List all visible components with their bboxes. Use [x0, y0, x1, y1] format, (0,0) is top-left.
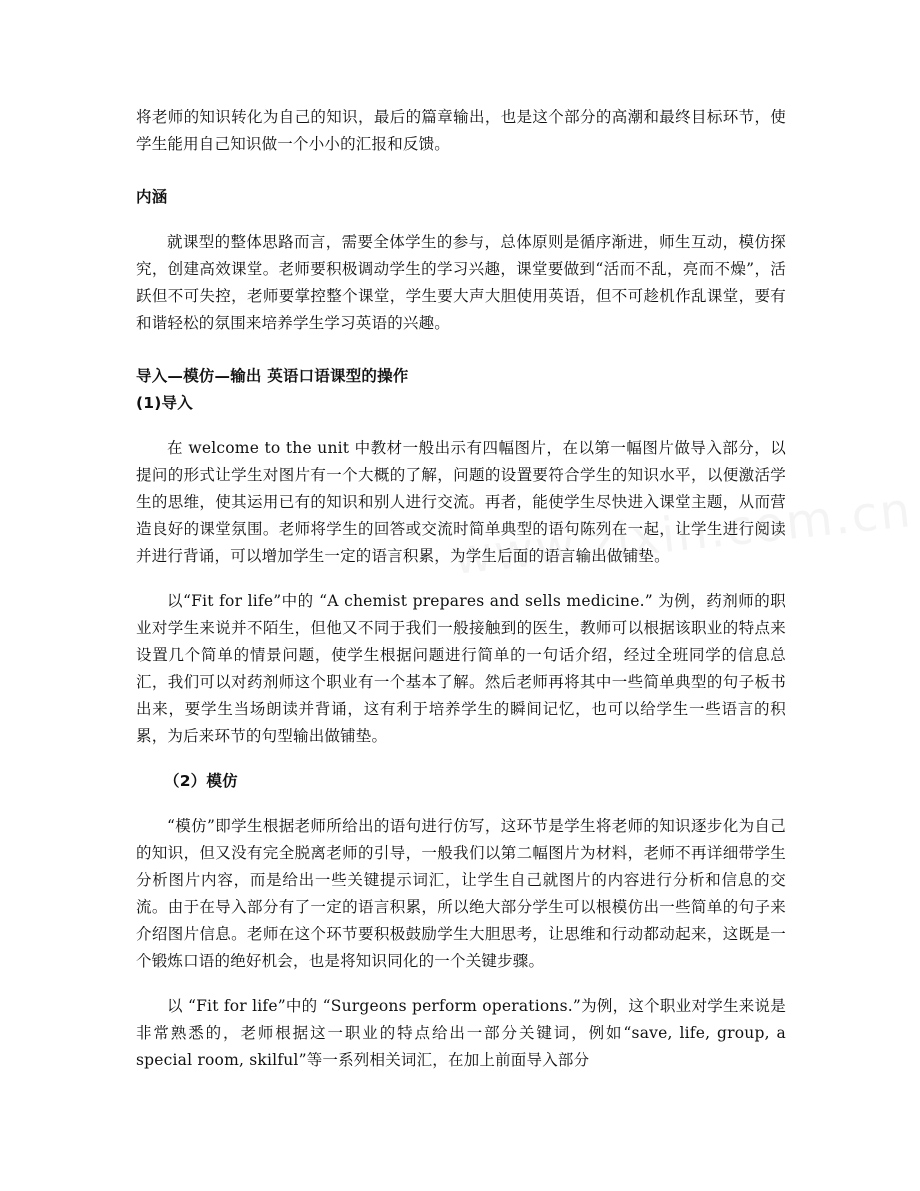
section-heading-connotation: 内涵 [136, 188, 168, 206]
paragraph-surgeon-example: 以 “Fit for life”中的 “Surgeons perform operations.”为例，这个职业对学生来说是非常熟悉的，老师根据这一职业的特点给出一部分关键词，例如“save, life, group, a special room, skilful”等一系列相关词汇，在加上前面导入部分 [136, 997, 786, 1069]
paragraph-connotation: 就课型的整体思路而言，需要全体学生的参与，总体原则是循序渐进，师生互动，模仿探究，创建高效课堂。老师要积极调动学生的学习兴趣，课堂要做到“活而不乱，亮而不燥”，活跃但不可失控，老师要掌控整个课堂，学生要大声大胆使用英语，但不可趁机作乱课堂，要有和谐轻松的氛围来培养学生学习英语的兴趣。 [136, 233, 786, 332]
subheading-introduction: (1)导入 [136, 394, 193, 412]
subheading-imitation: （2）模仿 [164, 772, 238, 790]
paragraph-introduction: 在 welcome to the unit 中教材一般出示有四幅图片，在以第一幅图片做导入部分，以提问的形式让学生对图片有一个大概的了解，问题的设置要符合学生的知识水平，以便激活学生的思维，使其运用已有的知识和别人进行交流。再者，能使学生尽快进入课堂主题，从而营造良好的课堂氛围。老师将学生的回答或交流时简单典型的语句陈列在一起，让学生进行阅读并进行背诵，可以增加学生一定的语言积累，为学生后面的语言输出做铺垫。 [136, 439, 786, 565]
paragraph-intro-continuation: 将老师的知识转化为自己的知识，最后的篇章输出，也是这个部分的高潮和最终目标环节，使学生能用自己知识做一个小小的汇报和反馈。 [136, 108, 786, 153]
paragraph-imitation: “模仿”即学生根据老师所给出的语句进行仿写，这环节是学生将老师的知识逐步化为自己的知识，但又没有完全脱离老师的引导，一般我们以第二幅图片为材料，老师不再详细带学生分析图片内容，而是给出一些关键提示词汇，让学生自己就图片的内容进行分析和信息的交流。由于在导入部分有了一定的语言积累，所以绝大部分学生可以根模仿出一些简单的句子来介绍图片信息。老师在这个环节要积极鼓励学生大胆思考，让思维和行动都动起来，这既是一个锻炼口语的绝好机会，也是将知识同化的一个关键步骤。 [136, 817, 786, 970]
paragraph-chemist-example: 以“Fit for life”中的 “A chemist prepares and sells medicine.” 为例，药剂师的职业对学生来说并不陌生，但他又不同于我们一般接触到的医生，教师可以根据该职业的特点来设置几个简单的情景问题，使学生根据问题进行简单的一句话介绍，经过全班同学的信息总汇，我们可以对药剂师这个职业有一个基本了解。然后老师再将其中一些简单典型的句子板书出来，要学生当场朗读并背诵，这有利于培养学生的瞬间记忆，也可以给学生一些语言的积累，为后来环节的句型输出做铺垫。 [136, 592, 786, 745]
section-heading-operation: 导入—模仿—输出 英语口语课型的操作 [136, 367, 409, 385]
document-body [136, 104, 786, 1074]
